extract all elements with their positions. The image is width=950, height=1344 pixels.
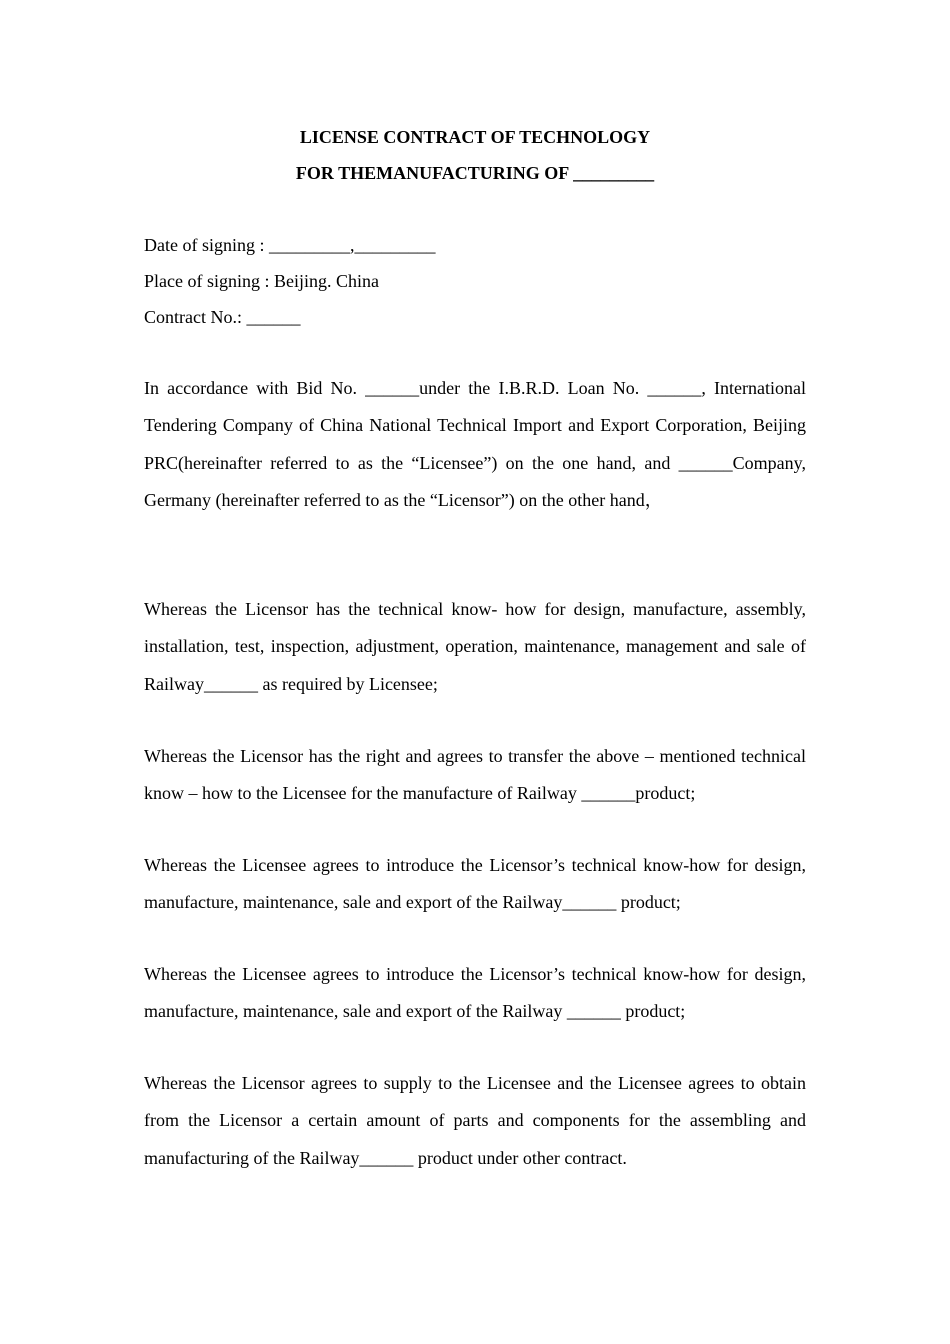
contract-title: LICENSE CONTRACT OF TECHNOLOGY: [299, 127, 651, 147]
date-of-signing: Date of signing : _________,_________: [144, 235, 436, 255]
preamble-paragraph: In accordance with Bid No. ______under the I.B.R.D. Loan No. ______, International Tendering Company of China National Technical Import and Export Corporation, Beijing PRC(hereinafter referred to as the “Licensee”) on the one hand, and ______Company, Germany (hereinafter referred to as the “Licensor”) on the other hand，: [144, 378, 806, 511]
whereas-clause-1: Whereas the Licensor has the technical know- how for design, manufacture, assembly, installation, test, inspection, adjustment, operation, maintenance, management and sale of Railway______ as required by Licensee;: [144, 599, 806, 694]
whereas-clause-2: Whereas the Licensor has the right and agrees to transfer the above – mentioned technical know – how to the Licensee for the manufacture of Railway ______product;: [144, 746, 806, 804]
contract-subtitle: FOR THEMANUFACTURING OF _________: [295, 163, 655, 183]
contract-number: Contract No.: ______: [144, 307, 301, 327]
whereas-clause-3: Whereas the Licensee agrees to introduce the Licensor’s technical know-how for design, manufacture, maintenance, sale and export of the Railway______ product;: [144, 855, 806, 913]
place-of-signing: Place of signing : Beijing. China: [144, 271, 379, 291]
whereas-clause-4: Whereas the Licensee agrees to introduce the Licensor’s technical know-how for design, manufacture, maintenance, sale and export of the Railway ______ product;: [144, 964, 806, 1022]
whereas-clause-5: Whereas the Licensor agrees to supply to the Licensee and the Licensee agrees to obtain from the Licensor a certain amount of parts and components for the assembling and manufacturing of the Railway______ product under other contract.: [144, 1073, 806, 1168]
